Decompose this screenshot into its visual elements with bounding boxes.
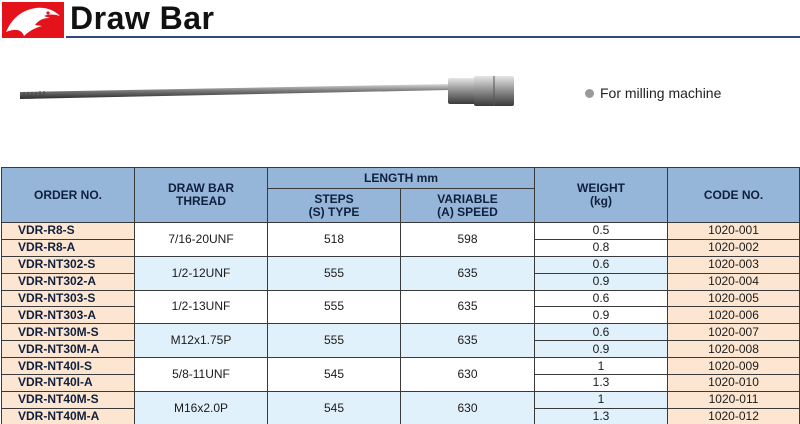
weight-cell: 0.5 <box>535 223 668 240</box>
code-no-cell: 1020-001 <box>668 223 800 240</box>
thread-cell: 5/8-11UNF <box>135 358 268 392</box>
code-no-cell: 1020-012 <box>668 408 800 424</box>
feature-note <box>585 85 721 101</box>
header-code-no: CODE NO. <box>668 168 800 223</box>
weight-cell: 1 <box>535 391 668 408</box>
code-no-cell: 1020-007 <box>668 324 800 341</box>
order-no-cell: VDR-R8-S <box>2 223 135 240</box>
weight-cell: 0.6 <box>535 324 668 341</box>
weight-cell: 0.8 <box>535 239 668 256</box>
code-no-cell: 1020-004 <box>668 273 800 290</box>
variable-length-cell: 635 <box>401 290 535 324</box>
weight-cell: 0.6 <box>535 256 668 273</box>
steps-length-cell: 545 <box>268 391 401 424</box>
code-no-cell: 1020-010 <box>668 375 800 392</box>
thread-cell: 7/16-20UNF <box>135 223 268 257</box>
feature-note-text: For milling machine <box>600 85 722 101</box>
weight-cell: 0.9 <box>535 341 668 358</box>
steps-length-cell: 518 <box>268 223 401 257</box>
weight-cell: 0.9 <box>535 273 668 290</box>
thread-cell: M16x2.0P <box>135 391 268 424</box>
code-no-cell: 1020-011 <box>668 391 800 408</box>
header-thread: DRAW BAR THREAD <box>135 168 268 223</box>
variable-length-cell: 630 <box>401 358 535 392</box>
table-row <box>2 391 800 408</box>
order-no-cell: VDR-NT302-S <box>2 256 135 273</box>
code-no-cell: 1020-008 <box>668 341 800 358</box>
order-no-cell: VDR-NT40I-S <box>2 358 135 375</box>
title-divider <box>66 36 800 38</box>
spec-table <box>1 167 800 424</box>
thread-cell: 1/2-13UNF <box>135 290 268 324</box>
spec-table-body <box>2 223 800 424</box>
order-no-cell: VDR-NT40M-A <box>2 408 135 424</box>
steps-length-cell: 555 <box>268 256 401 290</box>
code-no-cell: 1020-005 <box>668 290 800 307</box>
header-length: LENGTH mm <box>268 168 535 189</box>
bullet-dot-icon <box>585 89 594 98</box>
order-no-cell: VDR-NT30M-S <box>2 324 135 341</box>
weight-cell: 1.3 <box>535 408 668 424</box>
order-no-cell: VDR-NT303-S <box>2 290 135 307</box>
header-order-no: ORDER NO. <box>2 168 135 223</box>
order-no-cell: VDR-NT30M-A <box>2 341 135 358</box>
order-no-cell: VDR-NT40I-A <box>2 375 135 392</box>
variable-length-cell: 635 <box>401 324 535 358</box>
thread-cell: 1/2-12UNF <box>135 256 268 290</box>
header-weight: WEIGHT (kg) <box>535 168 668 223</box>
order-no-cell: VDR-NT40M-S <box>2 391 135 408</box>
weight-cell: 1 <box>535 358 668 375</box>
header-variable: VARIABLE (A) SPEED <box>401 189 535 223</box>
order-no-cell: VDR-NT302-A <box>2 273 135 290</box>
header-steps: STEPS (S) TYPE <box>268 189 401 223</box>
table-row <box>2 324 800 341</box>
code-no-cell: 1020-002 <box>668 239 800 256</box>
order-no-cell: VDR-NT303-A <box>2 307 135 324</box>
variable-length-cell: 635 <box>401 256 535 290</box>
variable-length-cell: 598 <box>401 223 535 257</box>
draw-bar-illustration <box>12 70 522 110</box>
weight-cell: 0.6 <box>535 290 668 307</box>
table-row <box>2 223 800 240</box>
steps-length-cell: 555 <box>268 290 401 324</box>
code-no-cell: 1020-006 <box>668 307 800 324</box>
order-no-cell: VDR-R8-A <box>2 239 135 256</box>
code-no-cell: 1020-009 <box>668 358 800 375</box>
eagle-logo-icon <box>2 2 64 38</box>
table-row <box>2 358 800 375</box>
thread-cell: M12x1.75P <box>135 324 268 358</box>
code-no-cell: 1020-003 <box>668 256 800 273</box>
variable-length-cell: 630 <box>401 391 535 424</box>
table-row <box>2 290 800 307</box>
steps-length-cell: 545 <box>268 358 401 392</box>
weight-cell: 0.9 <box>535 307 668 324</box>
table-row <box>2 256 800 273</box>
weight-cell: 1.3 <box>535 375 668 392</box>
steps-length-cell: 555 <box>268 324 401 358</box>
page-title: Draw Bar <box>70 0 215 36</box>
